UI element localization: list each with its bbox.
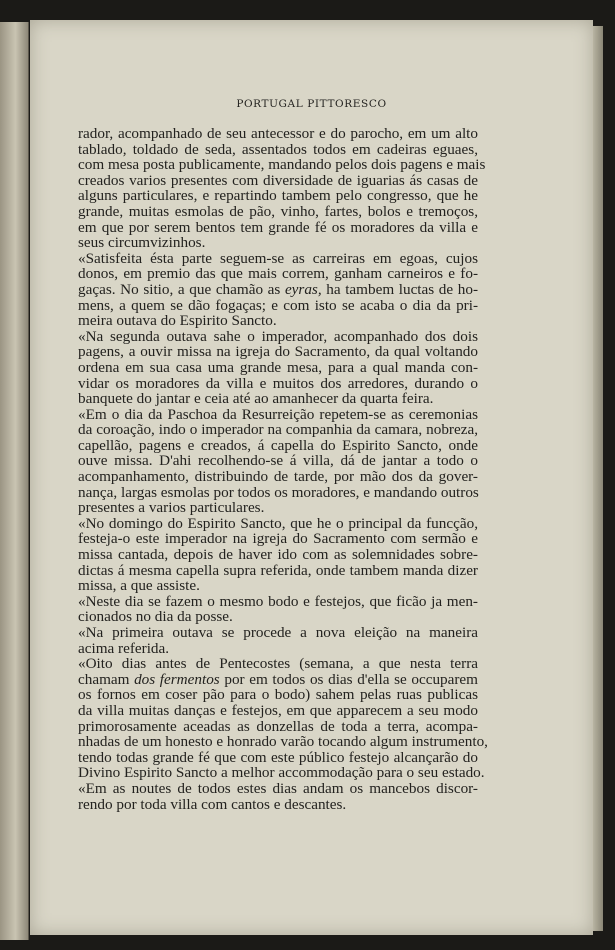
text-line: da villa muitas danças e festejos, em que apparecem a seu modo: [78, 701, 478, 719]
text-line: seus circumvizinhos.: [78, 234, 206, 252]
text-line: vidar os moradores da villa e muitos dos arredores, durando o: [78, 374, 478, 392]
text-line: Divino Espirito Sancto a melhor accommodação para o seu estado.: [78, 764, 485, 782]
text-line: «Oito dias antes de Pentecostes (semana, a que nesta terra: [78, 655, 478, 673]
text-line: presentes a varios particulares.: [78, 499, 265, 517]
text-line: com mesa posta publicamente, mandando pelos dois pagens e mais: [78, 156, 486, 174]
text-line: «Na segunda outava sahe o imperador, acompanhado dos dois: [78, 327, 478, 345]
text-line: dictas á mesma capella supra referida, onde tambem manda dizer: [78, 561, 478, 579]
left-page-edge: [0, 22, 29, 940]
text-line: em que por serem bentos tem grande fé os moradores da villa e: [78, 218, 478, 236]
text-line: «Neste dia se fazem o mesmo bodo e festejos, que ficão ja men-: [78, 592, 478, 610]
book-page: [30, 20, 593, 935]
text-line: tendo todas grande fé que com este público festejo alcançarão do: [78, 748, 478, 766]
text-line: capellão, pagens e creados, á capella do Espirito Sancto, onde: [78, 436, 478, 454]
italic-term: eyras,: [284, 280, 322, 298]
text-line: [78, 672, 478, 688]
text-line: rendo por toda villa com cantos e descantes.: [78, 795, 347, 813]
text-line: nança, largas esmolas por todos os moradores, e mandando outros: [78, 483, 479, 501]
running-header: PORTUGAL PITTORESCO: [236, 98, 387, 110]
text-line: mens, a quem se dão fogaças; e com isto se acaba o dia da pri-: [78, 296, 478, 314]
text-line: nhadas de um honesto e honrado varão tocando algum instrumento,: [78, 733, 488, 751]
text-line: [78, 282, 478, 298]
text-line: creados varios presentes com diversidade de iguarias ás casas de: [78, 171, 478, 189]
text-line: primorosamente aceadas as donzellas de toda a terra, acompa-: [78, 717, 478, 735]
text-line: os fornos em coser pão para o bodo) sahem pelas ruas publicas: [78, 686, 478, 704]
text-line: «Satisfeita ésta parte seguem-se as carreiras em egoas, cujos: [78, 249, 478, 267]
text-line: banquete do jantar e ceia até ao amanhecer da quarta feira.: [78, 390, 434, 408]
text-line: «Na primeira outava se procede a nova eleição na maneira: [78, 624, 478, 641]
text-line: festeja-o este imperador na igreja do Sacramento com sermão e: [78, 530, 478, 548]
text-line: cionados no dia da posse.: [78, 608, 233, 626]
text-line: ouve missa. D'ahi recolhendo-se á villa, dá de jantar a todo o: [78, 452, 478, 470]
text-line: «Em o dia da Paschoa da Resurreição repetem-se as ceremonias: [78, 405, 478, 423]
text-fragment: gaças. No sitio, a que chamão as: [78, 280, 285, 298]
text-line: acompanhamento, distribuindo de tarde, por mão dos da gover-: [78, 468, 478, 486]
text-line: da coroação, indo o imperador na companhia da camara, nobreza,: [78, 421, 478, 439]
body-text: [78, 125, 488, 813]
text-line: rador, acompanhado de seu antecessor e do parocho, em um alto: [78, 125, 478, 142]
text-line: donos, em premio das que mais correm, ganham carneiros e fo-: [78, 265, 478, 283]
text-line: acima referida.: [78, 639, 170, 657]
text-line: ordena em sua casa uma grande mesa, para a qual manda con-: [78, 358, 478, 376]
text-line: alguns particulares, e repartindo tambem pelo congresso, que he: [78, 187, 478, 205]
text-fragment: ha tambem luctas de ho-: [321, 280, 479, 298]
text-line: missa, a que assiste.: [78, 577, 200, 595]
text-line: «Em as noutes de todos estes dias andam os mancebos discor-: [78, 779, 478, 797]
text-fragment: chamam: [78, 670, 135, 688]
text-line: missa cantada, depois de haver ido com as solemnidades sobre-: [78, 546, 478, 564]
italic-term: dos fermentos: [134, 670, 220, 688]
text-line: meira outava do Espirito Sancto.: [78, 312, 277, 330]
text-fragment: por em todos os dias d'ella se occuparem: [219, 670, 478, 688]
text-line: grande, muitas esmolas de pão, vinho, fartes, bolos e tremoços,: [78, 202, 478, 220]
text-line: «No domingo do Espirito Sancto, que he o principal da funcção,: [78, 514, 478, 532]
text-line: tablado, toldado de seda, assentados todos em cadeiras eguaes,: [78, 140, 478, 158]
text-line: pagens, a ouvir missa na igreja do Sacramento, da qual voltando: [78, 343, 478, 361]
right-page-edge: [593, 26, 603, 931]
